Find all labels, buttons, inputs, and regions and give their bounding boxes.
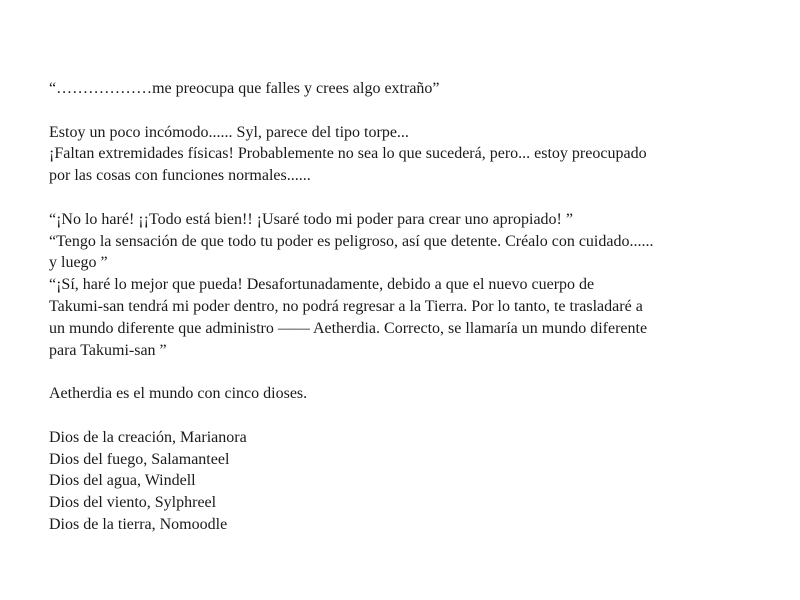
paragraph-gods-list [49,427,739,536]
paragraph-world [49,383,739,405]
paragraph-worry [49,78,739,100]
god-list-item: Dios de la creación, Marianora [49,428,247,446]
text-line: ¡Faltan extremidades físicas! Probablemente no sea lo que sucederá, pero... estoy preocupado [49,145,647,163]
god-list-item: Dios de la tierra, Nomoodle [49,515,228,533]
god-list-item: Dios del viento, Sylphreel [49,494,217,512]
document-body [49,78,739,558]
text-line: un mundo diferente que administro —— Aetherdia. Correcto, se llamaría un mundo diferente [49,319,648,337]
text-line: “Tengo la sensación de que todo tu poder es peligroso, así que detente. Créalo con cuidado...... [49,232,654,250]
god-list-item: Dios del fuego, Salamanteel [49,450,230,468]
text-line: “¡Sí, haré lo mejor que pueda! Desafortunadamente, debido a que el nuevo cuerpo de [49,276,595,294]
text-line: Estoy un poco incómodo...... Syl, parece del tipo torpe... [49,123,409,141]
text-line: “………………me preocupa que falles y crees algo extraño” [49,80,440,97]
text-line: y luego ” [49,254,108,272]
text-line: “¡No lo haré! ¡¡Todo está bien!! ¡Usaré todo mi poder para crear uno apropiado! ” [49,210,573,228]
paragraph-uneasy [49,122,739,187]
text-line: Takumi-san tendrá mi poder dentro, no podrá regresar a la Tierra. Por lo tanto, te trasladaré a [49,297,643,315]
text-line: Aetherdia es el mundo con cinco dioses. [49,385,308,403]
text-line: para Takumi-san ” [49,341,167,359]
text-line: por las cosas con funciones normales...... [49,167,311,185]
paragraph-dialogue [49,209,739,362]
god-list-item: Dios del agua, Windell [49,472,196,490]
